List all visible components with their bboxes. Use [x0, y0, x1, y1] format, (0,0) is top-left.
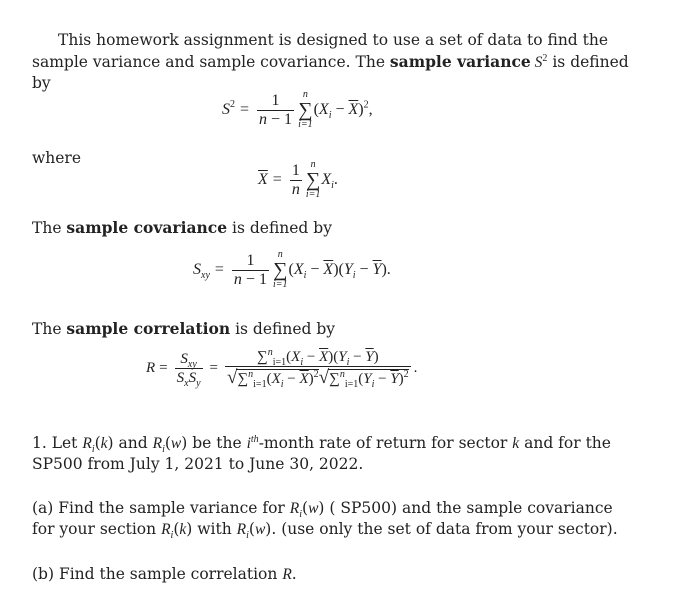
- intro-text-end: is defined by: [32, 53, 629, 92]
- question-1-paragraph: 1. Let $R_i(k)$ and $R_i(w)$ be the $i^{th}$-month rate of return for sector k and for the SP500 from July 1, 2021 to June 30, 2022.: [32, 433, 611, 473]
- where-label: where: [32, 149, 82, 167]
- covariance-text: The: [32, 219, 67, 237]
- part-b-text-end: .: [291, 565, 297, 583]
- part-a-text-2: ( SP500) and the sample covariance for your section: [32, 499, 613, 538]
- question-1-text-2: be the: [187, 434, 247, 452]
- correlation-text-end: is defined by: [230, 320, 336, 338]
- equation-sample-mean: $\overline{X}$ = $\frac{1}{n}$ n ∑ i=1 $X_i$ .: [258, 159, 338, 200]
- part-b-paragraph: (b) Find the sample correlation R.: [32, 565, 297, 583]
- term-sample-variance: sample variance: [389, 52, 531, 71]
- intro-paragraph: This homework assignment is designed to use a set of data to find the sample variance and sample covariance. The sample variance $S^2$ is defined by: [32, 31, 629, 92]
- term-sample-correlation: sample correlation: [66, 319, 231, 338]
- part-a-text-4: . (use only the set of data from your sector).: [271, 520, 618, 538]
- intro-text: This homework assignment is designed to use a set of data to find the sample variance and sample covariance. The: [32, 31, 609, 71]
- question-1-text-4: and for the SP500 from July 1, 2021 to June 30, 2022.: [32, 434, 611, 473]
- equation-sample-variance: S 2 = $\frac{1}{n - 1}$ n ∑ i=1 $(X_i - \overline{X})^2$,: [222, 89, 373, 130]
- part-a-text-3: with: [192, 520, 237, 538]
- equation-sample-covariance: $S_{xy}$ = $\frac{1}{n - 1}$ n ∑ i=1 $(X_i - \overline{X})(Y_i - \overline{Y})$.: [193, 249, 391, 290]
- part-a-paragraph: (a) Find the sample variance for $R_i(w)$ ( SP500) and the sample covariance for your section $R_i(k)$ with $R_i(w)$. (use only the set of data from your sector).: [32, 499, 618, 542]
- correlation-paragraph: [32, 318, 632, 340]
- question-1-text: 1. Let: [32, 434, 83, 452]
- part-a-text: (a) Find the sample variance for: [32, 499, 290, 517]
- correlation-text: The: [32, 320, 67, 338]
- equation-sample-correlation: R = $\frac{S_{xy}}{S_xS_y}$ = $\frac{\sum^n_{i=1}(X_i - \overline{X})(Y_i - \overline{Y})}{√\sum^n_{i=1}(X_i - \overline{X})^2√\sum^n_{i=1}(Y_i - \overline{Y})^2}$ .: [146, 347, 418, 390]
- term-sample-covariance: sample covariance: [66, 218, 228, 237]
- part-b-text: (b) Find the sample correlation: [32, 565, 283, 583]
- question-1-text-3: -month rate of return for sector: [258, 434, 513, 452]
- covariance-paragraph: [32, 217, 632, 239]
- covariance-text-end: is defined by: [227, 219, 332, 237]
